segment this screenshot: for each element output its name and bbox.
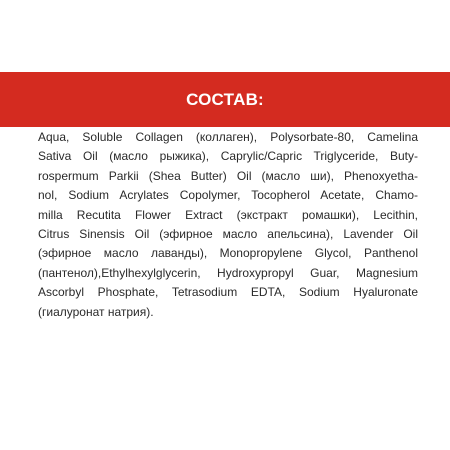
ingredients-text [38, 128, 418, 322]
banner-title: СОСТАВ: [186, 90, 264, 109]
ingredients-line: Ascorbyl Phosphate, Tetrasodium EDTA, Sodium Hyaluronate [38, 285, 418, 300]
ingredients-line: (эфирное масло лаванды), Monopropylene Glycol, Panthenol [38, 246, 418, 261]
ingredients-line: Sativa Oil (масло рыжика), Caprylic/Capric Triglyceride, Buty- [38, 149, 418, 164]
ingredients-line: (гиалуронат натрия). [38, 304, 154, 319]
composition-banner [0, 72, 450, 127]
ingredients-line: (пантенол),Ethylhexylglycerin, Hydroxypropyl Guar, Magnesium [38, 265, 418, 280]
ingredients-line: milla Recutita Flower Extract (экстракт ромашки), Lecithin, [38, 207, 418, 222]
ingredients-line: Citrus Sinensis Oil (эфирное масло апельсина), Lavender Oil [38, 227, 418, 242]
ingredients-line: Aqua, Soluble Collagen (коллаген), Polysorbate-80, Camelina [38, 130, 418, 144]
ingredients-line: rospermum Parkii (Shea Butter) Oil (масло ши), Phenoxyetha- [38, 168, 418, 183]
ingredients-line: nol, Sodium Acrylates Copolymer, Tocopherol Acetate, Chamo- [38, 188, 418, 203]
